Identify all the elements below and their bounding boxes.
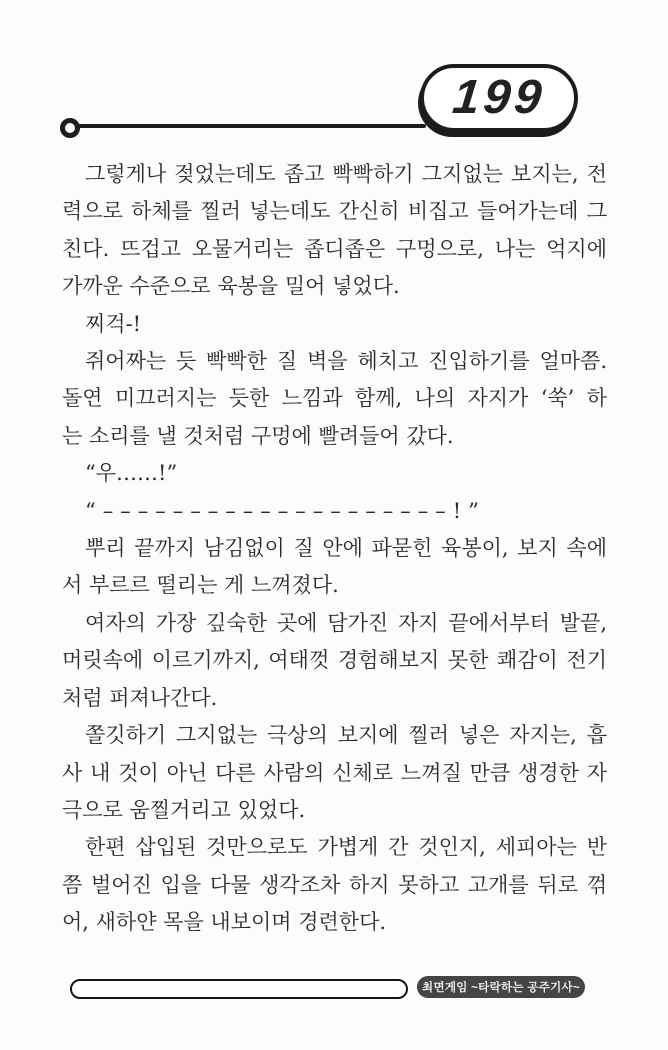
text-line: 사 내 것이 아닌 다른 사람의 신체로 느껴질 만큼 생경한 자 <box>62 760 607 785</box>
text-line: “우……!” <box>85 461 178 486</box>
text-line: 친다. 뜨겁고 오물거리는 좁디좁은 구멍으로, 나는 억지에 <box>62 236 607 261</box>
body-text <box>62 156 607 942</box>
text-line: 서 부르르 떨리는 게 느껴졌다. <box>62 573 339 598</box>
footer-decoration-bar <box>70 979 408 999</box>
page-number-badge <box>420 64 578 132</box>
text-line: 여자의 가장 깊숙한 곳에 담가진 자지 끝에서부터 발끝, <box>85 610 607 635</box>
text-line: 뿌리 끝까지 남김없이 질 안에 파묻힌 육봉이, 보지 속에 <box>85 536 607 561</box>
text-line: “––––––––––––––––––––!” <box>85 498 486 523</box>
text-line: 가까운 수준으로 육봉을 밀어 넣었다. <box>62 274 400 299</box>
text-line: 처럼 퍼져나간다. <box>62 685 218 710</box>
text-line: 찌걱-! <box>85 311 142 336</box>
text-line: 는 소리를 낼 것처럼 구멍에 빨려들어 갔다. <box>62 423 454 448</box>
text-line: 쯤 벌어진 입을 다물 생각조차 하지 못하고 고개를 뒤로 꺾 <box>62 872 607 897</box>
series-title-badge <box>417 976 585 998</box>
text-line: 어, 새하얀 목을 내보이며 경련한다. <box>62 910 387 935</box>
series-title: 최면게임 ~타락하는 공주기사~ <box>422 982 580 994</box>
text-line: 쥐어짜는 듯 빡빡한 질 벽을 헤치고 진입하기를 얼마쯤. <box>85 349 607 374</box>
text-line: 돌연 미끄러지는 듯한 느낌과 함께, 나의 자지가 ‘쑥’ 하 <box>62 386 607 411</box>
header-rule-line <box>78 124 426 128</box>
text-line: 한편 삽입된 것만으로도 가볍게 간 것인지, 세피아는 반 <box>85 835 607 860</box>
text-line: 극으로 움찔거리고 있었다. <box>62 797 306 822</box>
rule-end-ring-icon <box>60 118 80 138</box>
text-line: 쫄깃하기 그지없는 극상의 보지에 찔러 넣은 자지는, 흡 <box>85 723 607 748</box>
text-line: 력으로 하체를 찔러 넣는데도 간신히 비집고 들어가는데 그 <box>62 199 607 224</box>
text-line: 그렇게나 젖었는데도 좁고 빡빡하기 그지없는 보지는, 전 <box>85 162 607 186</box>
page-number: 199 <box>450 71 548 124</box>
text-line: 머릿속에 이르기까지, 여태껏 경험해보지 못한 쾌감이 전기 <box>62 648 607 673</box>
